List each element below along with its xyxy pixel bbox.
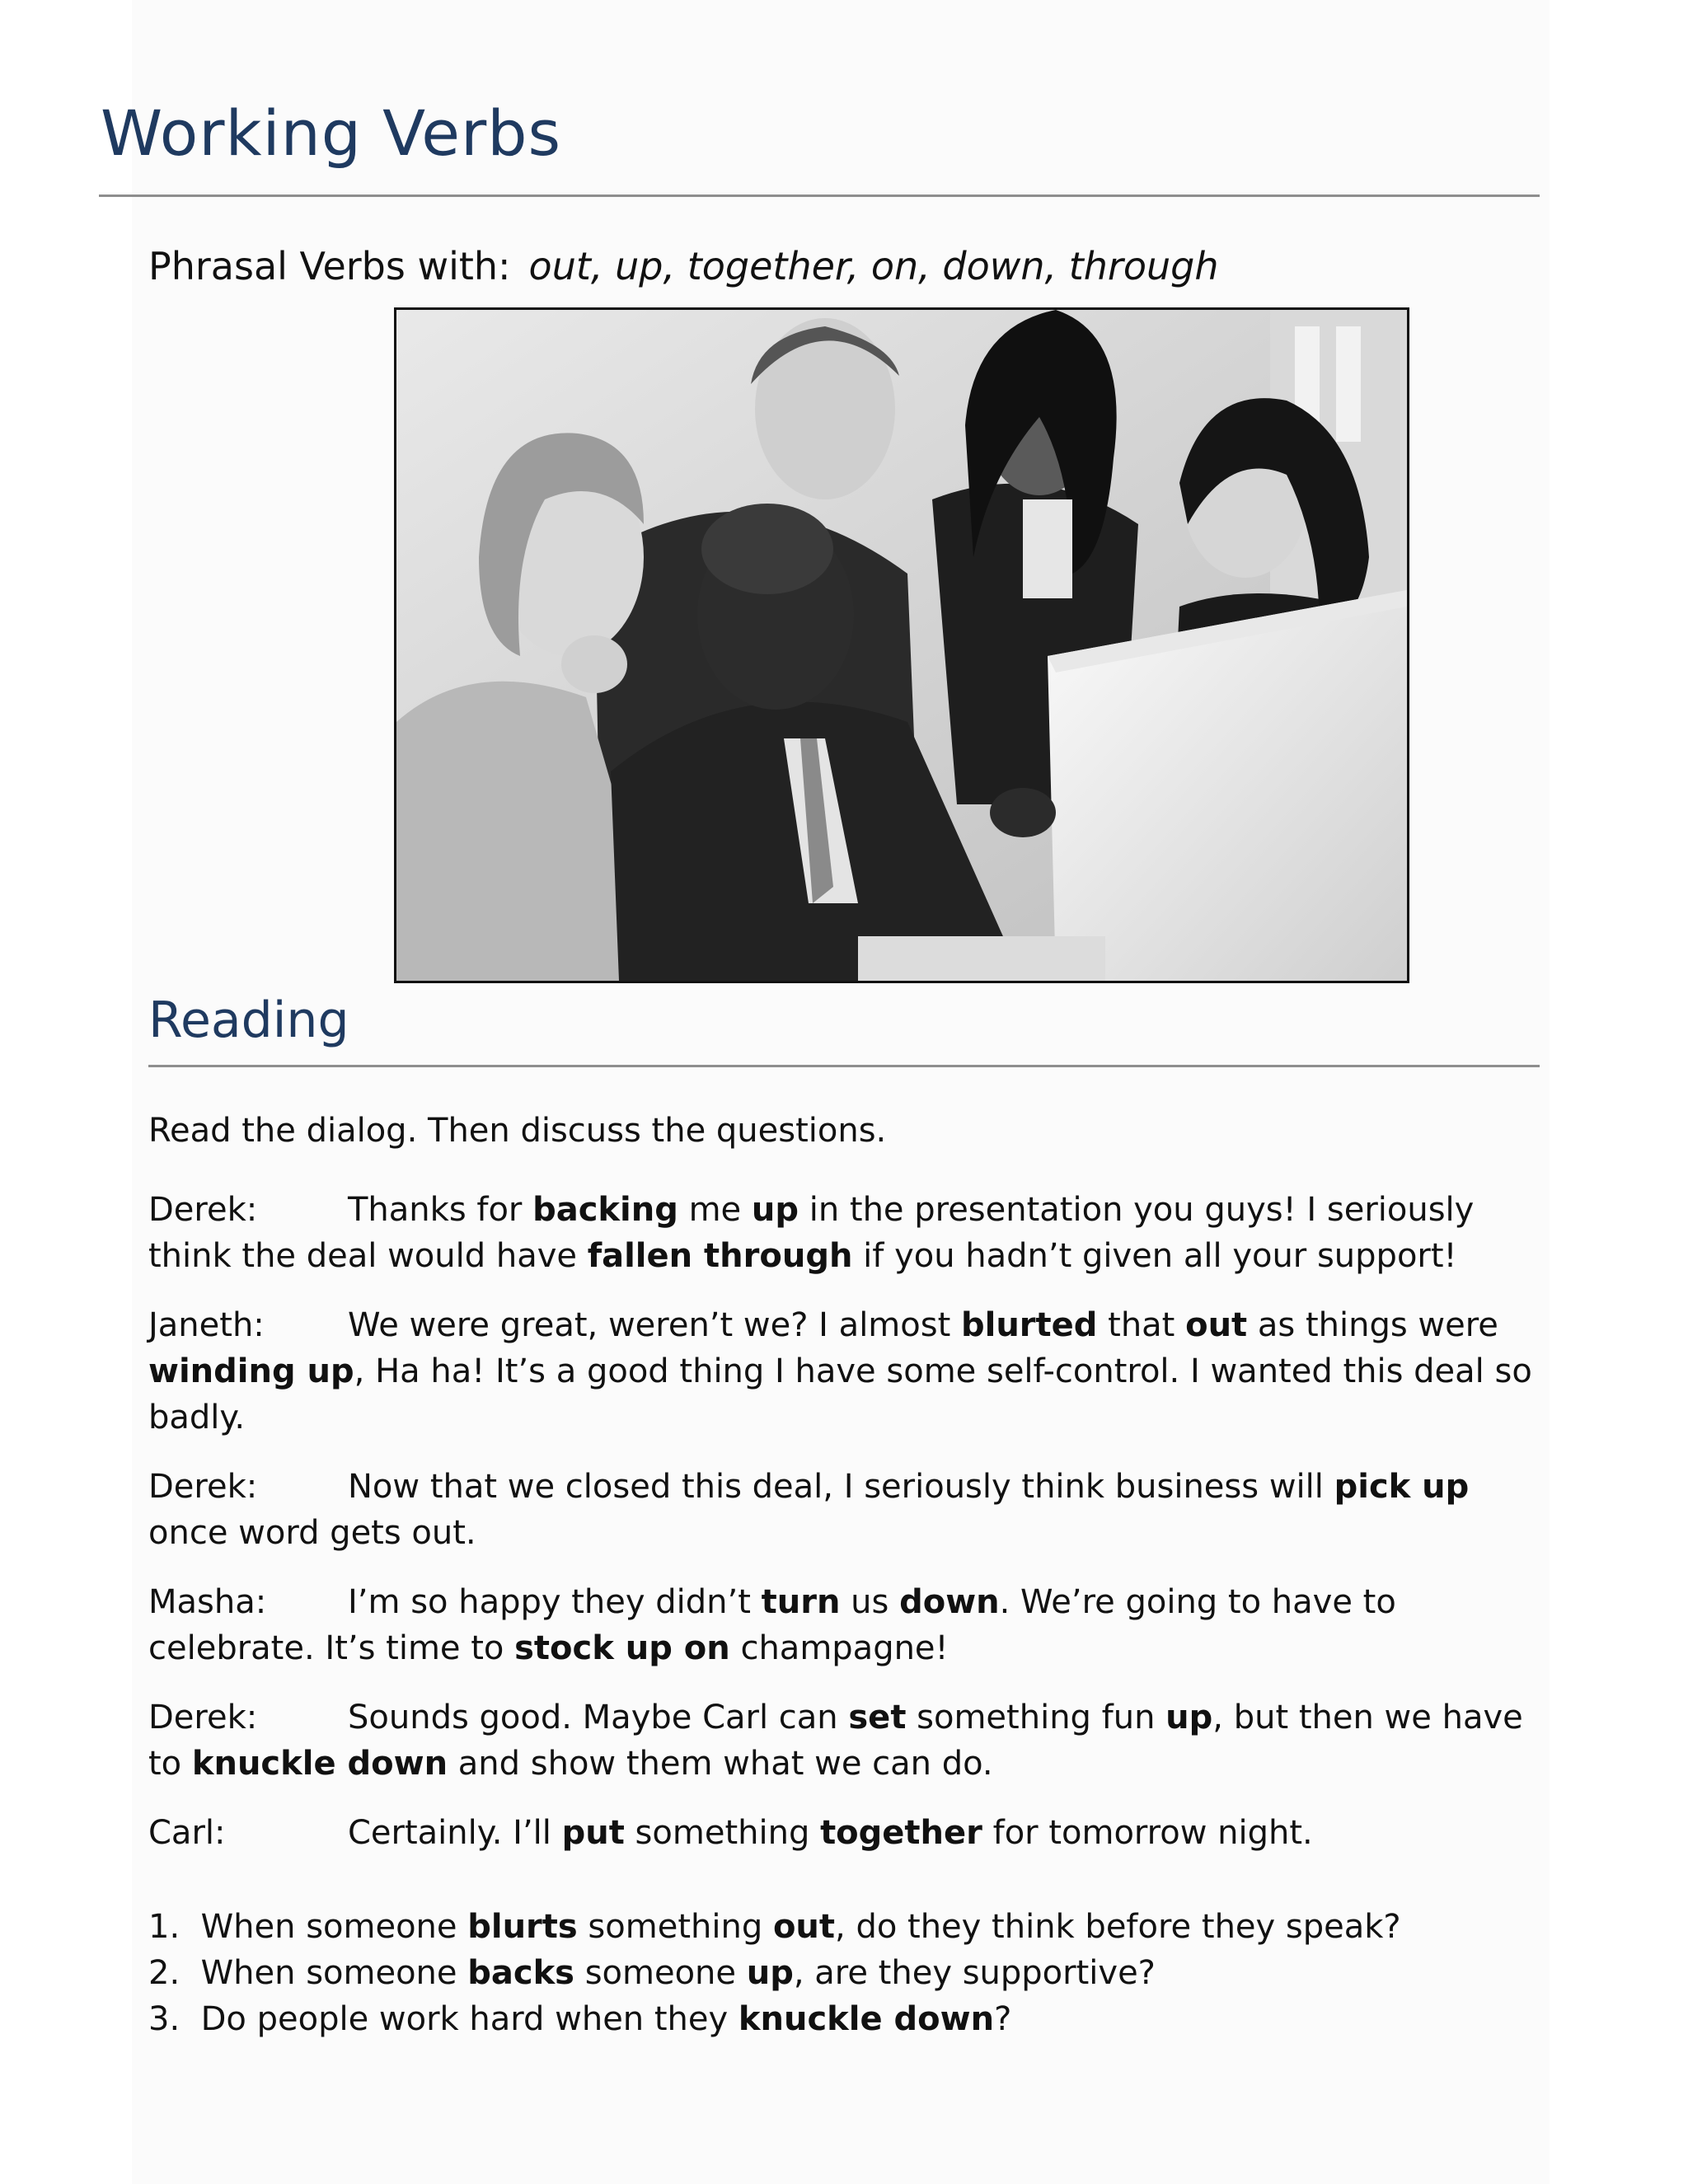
reading-heading: Reading bbox=[148, 991, 349, 1049]
text-run: Certainly. I’ll bbox=[348, 1814, 562, 1852]
text-run: When someone bbox=[200, 1954, 468, 1992]
text-run: ? bbox=[994, 2000, 1012, 2038]
text-run: , Ha ha! It’s a good thing I have some self-control. I wanted this deal so badly. bbox=[148, 1352, 1532, 1436]
text-run: Sounds good. Maybe Carl can bbox=[348, 1699, 849, 1736]
text-run: . We’re going to have to celebrate. It’s time to bbox=[148, 1583, 1396, 1667]
discussion-questions bbox=[148, 1904, 1533, 2042]
text-run: as things were bbox=[1247, 1306, 1498, 1344]
text-run: something fun bbox=[906, 1699, 1166, 1736]
text-run: and show them what we can do. bbox=[448, 1745, 993, 1783]
text-run: , but then we have to bbox=[148, 1699, 1523, 1783]
text-run: Now that we closed this deal, I seriously think business will bbox=[348, 1468, 1334, 1506]
text-run: for tomorrow night. bbox=[982, 1814, 1313, 1852]
text-run: something bbox=[624, 1814, 821, 1852]
dialog-turn bbox=[148, 1694, 1533, 1787]
text-run: Do people work hard when they bbox=[200, 2000, 738, 2038]
phrasal-verb-highlight: backing bbox=[532, 1191, 678, 1229]
phrasal-verb-highlight: put bbox=[561, 1814, 625, 1852]
dialog-turn bbox=[148, 1810, 1533, 1856]
phrasal-verb-highlight: knuckle down bbox=[191, 1745, 448, 1783]
question-item bbox=[148, 1904, 1533, 1950]
page-title: Working Verbs bbox=[101, 96, 562, 170]
phrasal-verb-highlight: pick up bbox=[1334, 1468, 1470, 1506]
phrasal-verb-highlight: up bbox=[746, 1954, 794, 1992]
dialog-turn bbox=[148, 1464, 1533, 1556]
text-run: Thanks for bbox=[348, 1191, 533, 1229]
question-number: 2. bbox=[148, 1954, 181, 1992]
text-run: us bbox=[840, 1583, 900, 1621]
phrasal-verb-highlight: turn bbox=[761, 1583, 841, 1621]
question-number: 3. bbox=[148, 2000, 181, 2038]
text-run: that bbox=[1097, 1306, 1186, 1344]
speaker-name: Derek: bbox=[148, 1468, 258, 1506]
phrasal-verb-highlight: out bbox=[772, 1908, 836, 1946]
text-run: once word gets out. bbox=[148, 1514, 476, 1552]
phrasal-verb-highlight: knuckle down bbox=[738, 2000, 995, 2038]
phrasal-verb-highlight: blurts bbox=[467, 1908, 578, 1946]
phrasal-verb-highlight: backs bbox=[467, 1954, 574, 1992]
subtitle-focus-particles: out, up, together, on, down, through bbox=[528, 244, 1219, 288]
dialog-turn bbox=[148, 1302, 1533, 1441]
speaker-name: Derek: bbox=[148, 1699, 258, 1736]
text-run: something bbox=[577, 1908, 773, 1946]
text-run: me bbox=[678, 1191, 752, 1229]
question-item bbox=[148, 1996, 1533, 2042]
question-item bbox=[148, 1950, 1533, 1996]
speaker-name: Carl: bbox=[148, 1814, 226, 1852]
phrasal-verb-highlight: blurted bbox=[960, 1306, 1098, 1344]
text-run: in the presentation you guys! I seriously think the deal would have bbox=[148, 1191, 1475, 1275]
phrasal-verb-highlight: out bbox=[1185, 1306, 1248, 1344]
text-run: , do they think before they speak? bbox=[835, 1908, 1401, 1946]
text-run: I’m so happy they didn’t bbox=[348, 1583, 762, 1621]
photo-illustration bbox=[396, 310, 1407, 981]
reading-instructions: Read the dialog. Then discuss the questions. bbox=[148, 1112, 887, 1150]
phrasal-verb-highlight: up bbox=[751, 1191, 799, 1229]
subtitle-label: Phrasal Verbs with: bbox=[148, 244, 511, 288]
speaker-name: Masha: bbox=[148, 1583, 267, 1621]
subtitle bbox=[148, 244, 1219, 288]
phrasal-verb-highlight: set bbox=[848, 1699, 907, 1736]
phrasal-verb-highlight: up bbox=[1165, 1699, 1213, 1736]
speaker-name: Derek: bbox=[148, 1191, 258, 1229]
phrasal-verb-highlight: down bbox=[899, 1583, 1000, 1621]
office-team-photo bbox=[394, 307, 1409, 983]
question-number: 1. bbox=[148, 1908, 181, 1946]
text-run: champagne! bbox=[729, 1629, 949, 1667]
text-run: someone bbox=[574, 1954, 747, 1992]
text-run: , are they supportive? bbox=[793, 1954, 1156, 1992]
text-run: if you hadn’t given all your support! bbox=[852, 1237, 1457, 1275]
dialog-turn bbox=[148, 1187, 1533, 1279]
title-divider bbox=[99, 194, 1540, 197]
reading-divider bbox=[148, 1065, 1540, 1067]
phrasal-verb-highlight: fallen through bbox=[587, 1237, 853, 1275]
phrasal-verb-highlight: stock up on bbox=[514, 1629, 730, 1667]
phrasal-verb-highlight: winding up bbox=[148, 1352, 354, 1390]
speaker-name: Janeth: bbox=[148, 1306, 265, 1344]
dialog bbox=[148, 1187, 1533, 1879]
phrasal-verb-highlight: together bbox=[820, 1814, 982, 1852]
text-run: We were great, weren’t we? I almost bbox=[348, 1306, 961, 1344]
text-run: When someone bbox=[200, 1908, 468, 1946]
dialog-turn bbox=[148, 1579, 1533, 1671]
